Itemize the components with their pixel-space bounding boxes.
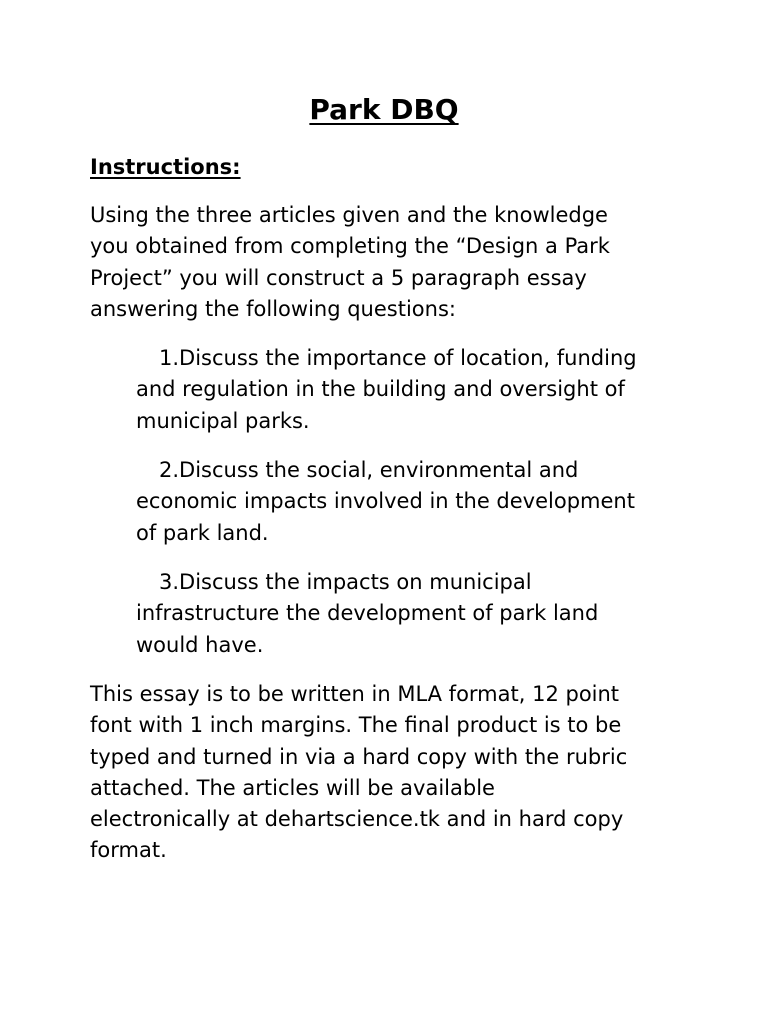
intro-paragraph bbox=[90, 200, 610, 325]
question-line: municipal parks. bbox=[136, 408, 310, 433]
question-line: economic impacts involved in the development bbox=[136, 489, 635, 514]
question-line: of park land. bbox=[136, 520, 269, 545]
paragraph-line: font with 1 inch margins. The final product is to be bbox=[90, 713, 622, 738]
question-line: 2.Discuss the social, environmental and bbox=[159, 458, 579, 482]
closing-paragraph bbox=[90, 679, 627, 867]
paragraph-line: typed and turned in via a hard copy with the rubric bbox=[90, 744, 628, 769]
question-line: 1.Discuss the importance of location, funding bbox=[159, 346, 637, 370]
document-title-text: Park DBQ bbox=[309, 93, 459, 126]
paragraph-line: format. bbox=[90, 838, 167, 863]
paragraph-line: This essay is to be written in MLA format, 12 point bbox=[90, 682, 620, 706]
document-title bbox=[0, 92, 768, 128]
paragraph-line: you obtained from completing the “Design a Park bbox=[90, 234, 610, 259]
paragraph-line: Using the three articles given and the knowledge bbox=[90, 203, 608, 227]
question-item-2 bbox=[136, 455, 635, 549]
paragraph-line: electronically at dehartscience.tk and in hard copy bbox=[90, 807, 624, 832]
question-line: infrastructure the development of park land bbox=[136, 601, 599, 626]
question-line: would have. bbox=[136, 632, 264, 657]
paragraph-line: attached. The articles will be available bbox=[90, 775, 495, 800]
instructions-heading: Instructions: bbox=[90, 155, 241, 179]
question-line: 3.Discuss the impacts on municipal bbox=[159, 570, 532, 594]
question-line: and regulation in the building and oversight of bbox=[136, 377, 625, 402]
question-item-1 bbox=[136, 343, 637, 437]
question-item-3 bbox=[136, 567, 598, 661]
paragraph-line: answering the following questions: bbox=[90, 296, 456, 321]
paragraph-line: Project” you will construct a 5 paragraph essay bbox=[90, 265, 587, 290]
